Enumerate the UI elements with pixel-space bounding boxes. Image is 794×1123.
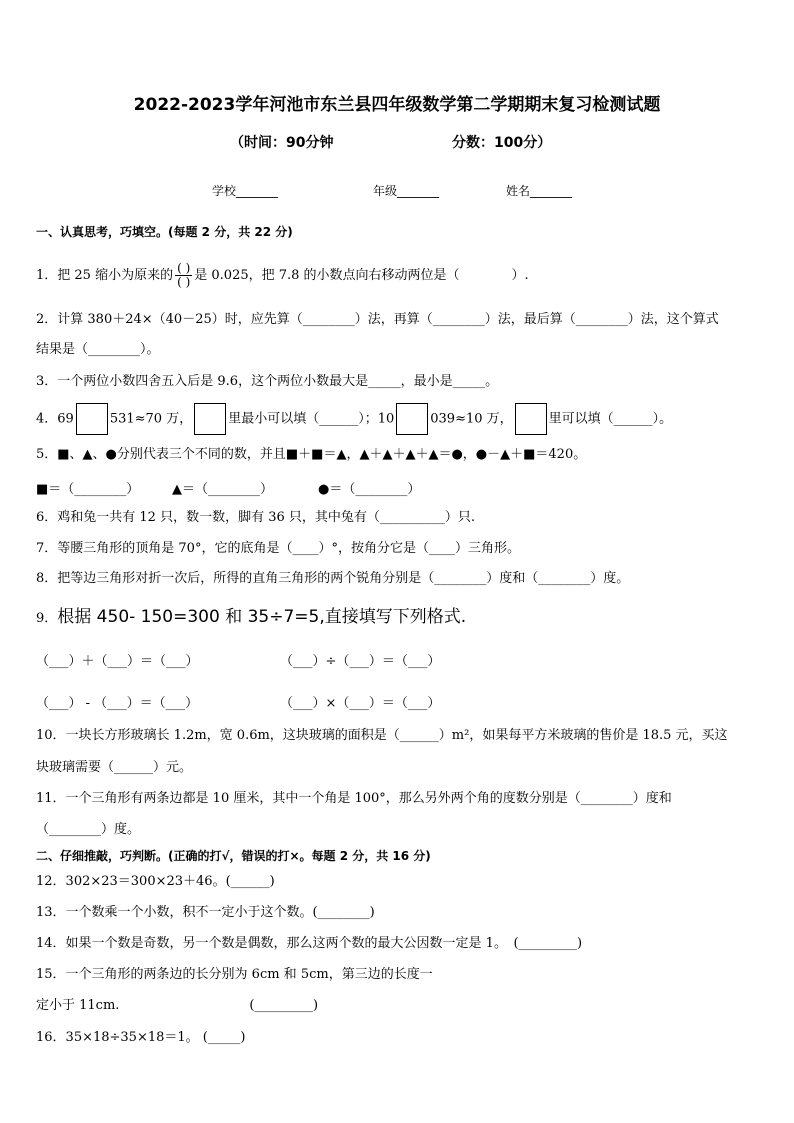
question-12: 12．302×23＝300×23＋46。(______) [36, 874, 275, 889]
blank-box [194, 403, 226, 435]
question-7: 7．等腰三角形的顶角是 70°，它的底角是（____）°，按角分它是（____）三角形。 [36, 541, 520, 556]
question-1-after: 是 0.025，把 7.8 的小数点向右移动两位是（ ）. [194, 268, 529, 283]
question-5-answer-square: ■＝（________） [36, 482, 140, 497]
question-15-line-1: 15．一个三角形的两条边的长分别为 6cm 和 5cm，第三边的长度一 [36, 967, 433, 982]
school-field: 学校_______ [212, 184, 279, 198]
exam-time: （时间：90分钟 [230, 135, 334, 151]
section-1-heading: 一、认真思考，巧填空。(每题 2 分，共 22 分) [36, 225, 293, 239]
question-11-line-1: 11．一个三角形有两条边都是 10 厘米，其中一个角是 100°，那么另外两个角的度数分别是（________）度和 [36, 791, 672, 806]
question-9 [36, 606, 466, 630]
question-2-line-2: 结果是（________）。 [36, 342, 160, 357]
fraction [175, 262, 192, 289]
question-10-line-1: 10．一块长方形玻璃长 1.2m，宽 0.6m，这块玻璃的面积是（______）m²，如果每平方米玻璃的售价是 18.5 元，买这 [36, 728, 728, 743]
question-11-line-2: （________）度。 [36, 822, 141, 837]
name-field: 姓名_______ [506, 184, 573, 198]
question-8: 8．把等边三角形对折一次后，所得的直角三角形的两个锐角分别是（________）度和（________）度。 [36, 571, 630, 586]
question-4-part-4: 039≈10 万， [430, 411, 513, 427]
question-4-part-3: 里最小可以填（______）；10 [228, 411, 395, 427]
question-16: 16．35×18÷35×18＝1。 (_____) [36, 1030, 246, 1045]
question-10-line-2: 块玻璃需要（______）元。 [36, 760, 193, 775]
question-9-row-1-left: （___）＋（___）＝（___） [36, 654, 199, 669]
fraction-numerator: ( ) [177, 261, 191, 275]
question-5-answer-triangle: ▲＝（________） [172, 482, 273, 497]
question-4 [36, 403, 672, 436]
page-title: 2022-2023学年河池市东兰县四年级数学第二学期期末复习检测试题 [133, 95, 661, 115]
question-14: 14．如果一个数是奇数，另一个数是偶数，那么这两个数的最大公因数一定是 1。 (_________) [36, 936, 583, 951]
question-2-line-1: 2．计算 380＋24×（40－25）时，应先算（________）法，再算（________）法，最后算（________）法，这个算式 [36, 312, 719, 327]
question-4-part-1: 4．69 [36, 411, 74, 427]
question-5: 5．■、▲、●分别代表三个不同的数，并且■＋■＝▲，▲＋▲＋▲＋▲＝●，●－▲＋■＝420。 [36, 447, 587, 462]
question-13: 13．一个数乘一个小数，积不一定小于这个数。(________) [36, 905, 375, 920]
question-9-number: 9． [36, 611, 58, 626]
question-9-row-2-right: （___）×（___）＝（___） [280, 696, 441, 711]
question-9-row-1-right: （___）÷（___）＝（___） [280, 654, 441, 669]
section-2-heading: 二、仔细推敲，巧判断。(正确的打√，错误的打×。每题 2 分，共 16 分) [36, 849, 431, 863]
blank-box [76, 403, 108, 435]
blank-box [396, 403, 428, 435]
fraction-denominator: ( ) [177, 275, 191, 289]
question-9-row-2-left: （___） - （___）＝（___） [36, 696, 199, 711]
question-1-before: 1．把 25 缩小为原来的 [36, 268, 174, 283]
exam-score: 分数：100分） [452, 135, 552, 151]
question-4-part-5: 里可以填（______）。 [548, 411, 673, 427]
grade-field: 年级_______ [373, 184, 440, 198]
question-5-answer-circle: ●＝（________） [318, 482, 421, 497]
question-3: 3．一个两位小数四舍五入后是 9.6，这个两位小数最大是_____，最小是_____。 [36, 374, 499, 389]
question-1 [36, 262, 529, 289]
question-6: 6．鸡和兔一共有 12 只，数一数，脚有 36 只，其中兔有（__________）只. [36, 510, 476, 525]
question-15-line-2: 定小于 11cm. (_________) [36, 998, 319, 1013]
question-4-part-2: 531≈70 万， [109, 411, 193, 427]
blank-box [515, 403, 547, 435]
question-9-text: 根据 450- 150=300 和 35÷7=5,直接填写下列格式. [57, 607, 467, 627]
